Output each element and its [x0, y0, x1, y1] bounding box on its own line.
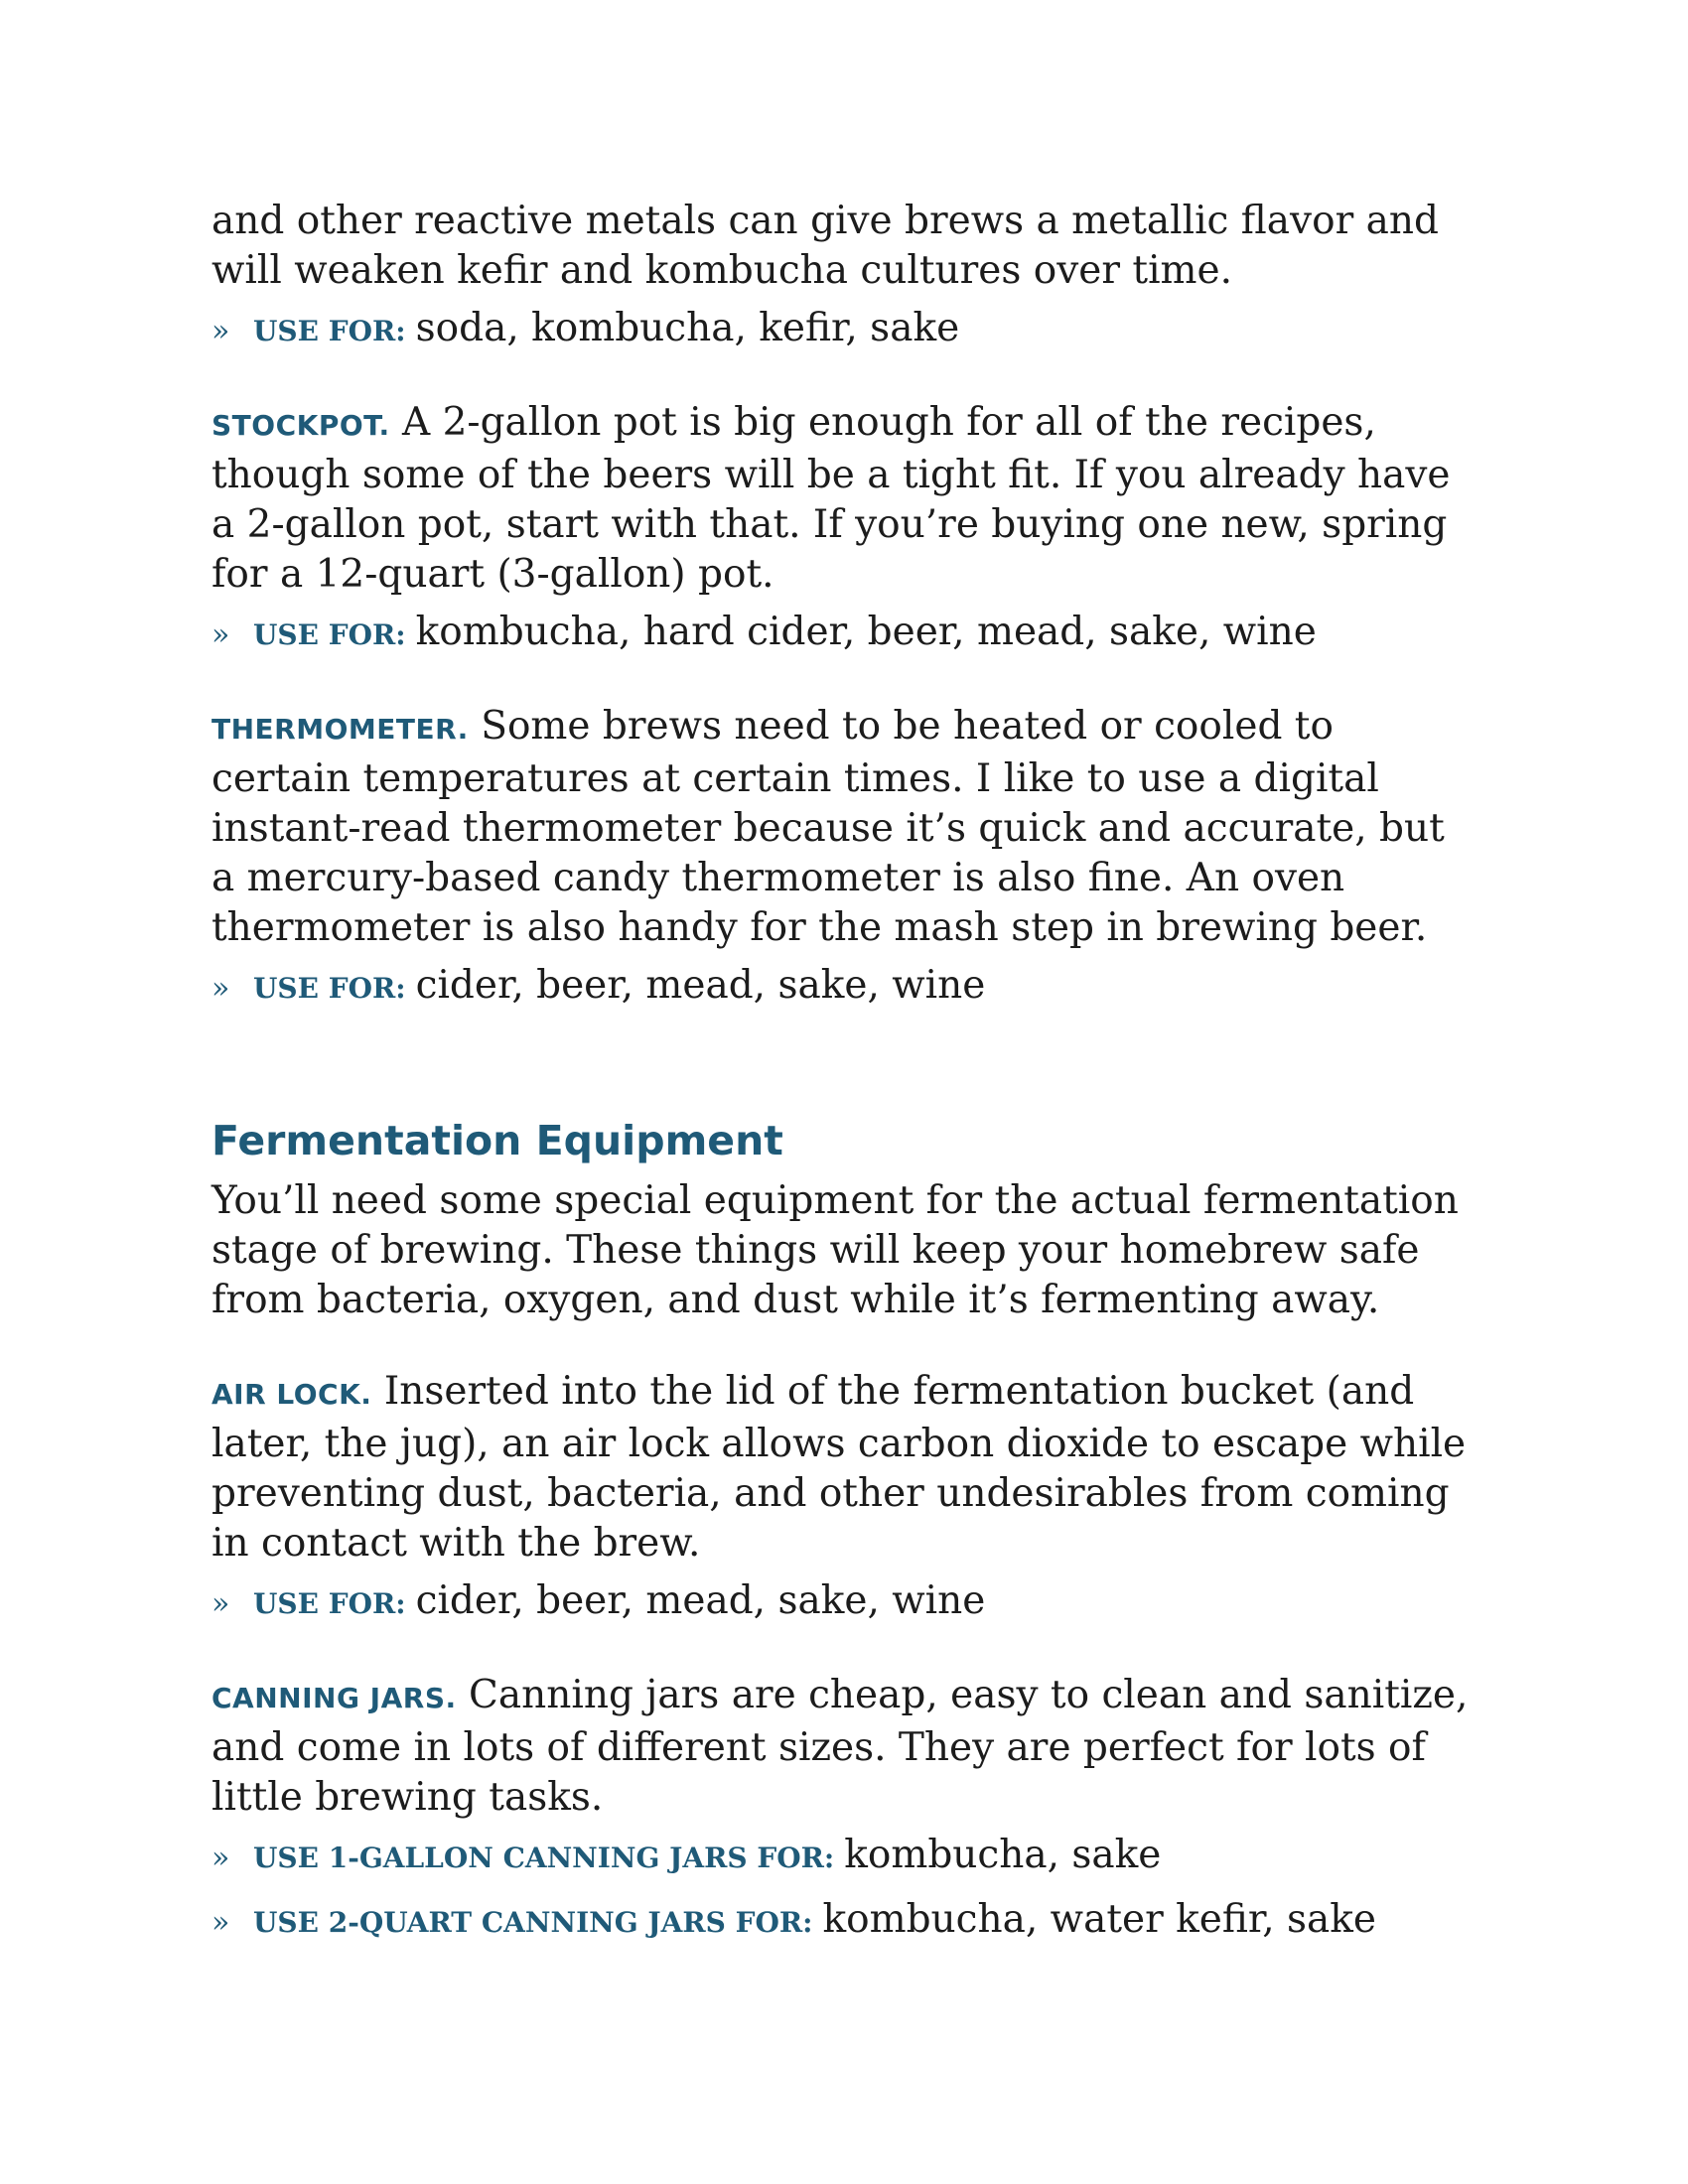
air-lock-term: AIR LOCK. — [211, 1378, 372, 1411]
use-for-label: USE FOR: — [253, 315, 406, 347]
use-for-line — [211, 1831, 1473, 1883]
use-for-items: kombucha, hard cider, beer, mead, sake, wine — [415, 610, 1317, 654]
stockpot-term: STOCKPOT. — [211, 409, 390, 442]
use-for-line — [211, 1576, 1473, 1629]
bullet-icon: » — [211, 971, 230, 1006]
thermometer-term: THERMOMETER. — [211, 713, 469, 746]
stockpot-text: A 2-gallon pot is big enough for all of the recipes, though some of the beers will be a tight fit. If you already have a 2-gallon pot, start with that. If you’re buying one new, spring for a 12-quart (3-gallon) pot. — [211, 400, 1451, 597]
use-for-label: USE 2-QUART CANNING JARS FOR: — [253, 1906, 813, 1939]
thermometer-entry — [211, 702, 1473, 953]
use-for-line — [211, 1895, 1473, 1948]
bullet-icon: » — [211, 314, 230, 348]
bullet-icon: » — [211, 617, 230, 652]
intro-paragraph: and other reactive metals can give brews a metallic flavor and will weaken kefir and kombucha cultures over time. — [211, 199, 1439, 293]
section-heading: Fermentation Equipment — [211, 1117, 783, 1164]
use-for-line — [211, 304, 1473, 356]
air-lock-entry — [211, 1367, 1473, 1569]
use-for-items: kombucha, water kefir, sake — [822, 1897, 1376, 1942]
use-for-items: cider, beer, mead, sake, wine — [415, 1578, 986, 1623]
canning-jars-term: CANNING JARS. — [211, 1682, 457, 1714]
use-for-label: USE FOR: — [253, 1587, 406, 1620]
fermentation-intro: You’ll need some special equipment for the actual fermentation stage of brewing. These things will keep your homebrew safe from bacteria, oxygen, and dust while it’s fermenting away. — [211, 1178, 1459, 1322]
thermometer-text: Some brews need to be heated or cooled to certain temperatures at certain times. I like to use a digital instant-read thermometer because it’s quick and accurate, but a mercury-based candy thermometer is also fine. An oven thermometer is also handy for the mash step in brewing beer. — [211, 704, 1445, 950]
page-content — [211, 197, 1473, 1948]
bullet-icon: » — [211, 1841, 230, 1875]
bullet-icon: » — [211, 1586, 230, 1621]
use-for-items: cider, beer, mead, sake, wine — [415, 963, 986, 1008]
use-for-label: USE FOR: — [253, 618, 406, 651]
use-for-label: USE 1-GALLON CANNING JARS FOR: — [253, 1842, 835, 1874]
use-for-label: USE FOR: — [253, 972, 406, 1005]
use-for-line — [211, 961, 1473, 1014]
use-for-items: kombucha, sake — [844, 1833, 1162, 1877]
air-lock-text: Inserted into the lid of the fermentation bucket (and later, the jug), an air lock allows carbon dioxide to escape while preventing dust, bacteria, and other undesirables from coming in contact with the brew. — [211, 1369, 1467, 1566]
use-for-line — [211, 608, 1473, 660]
stockpot-entry — [211, 398, 1473, 600]
bullet-icon: » — [211, 1905, 230, 1940]
canning-jars-entry — [211, 1671, 1473, 1823]
use-for-items: soda, kombucha, kefir, sake — [415, 306, 960, 350]
canning-jars-text: Canning jars are cheap, easy to clean and sanitize, and come in lots of different sizes. They are perfect for lots of little brewing tasks. — [211, 1673, 1469, 1820]
